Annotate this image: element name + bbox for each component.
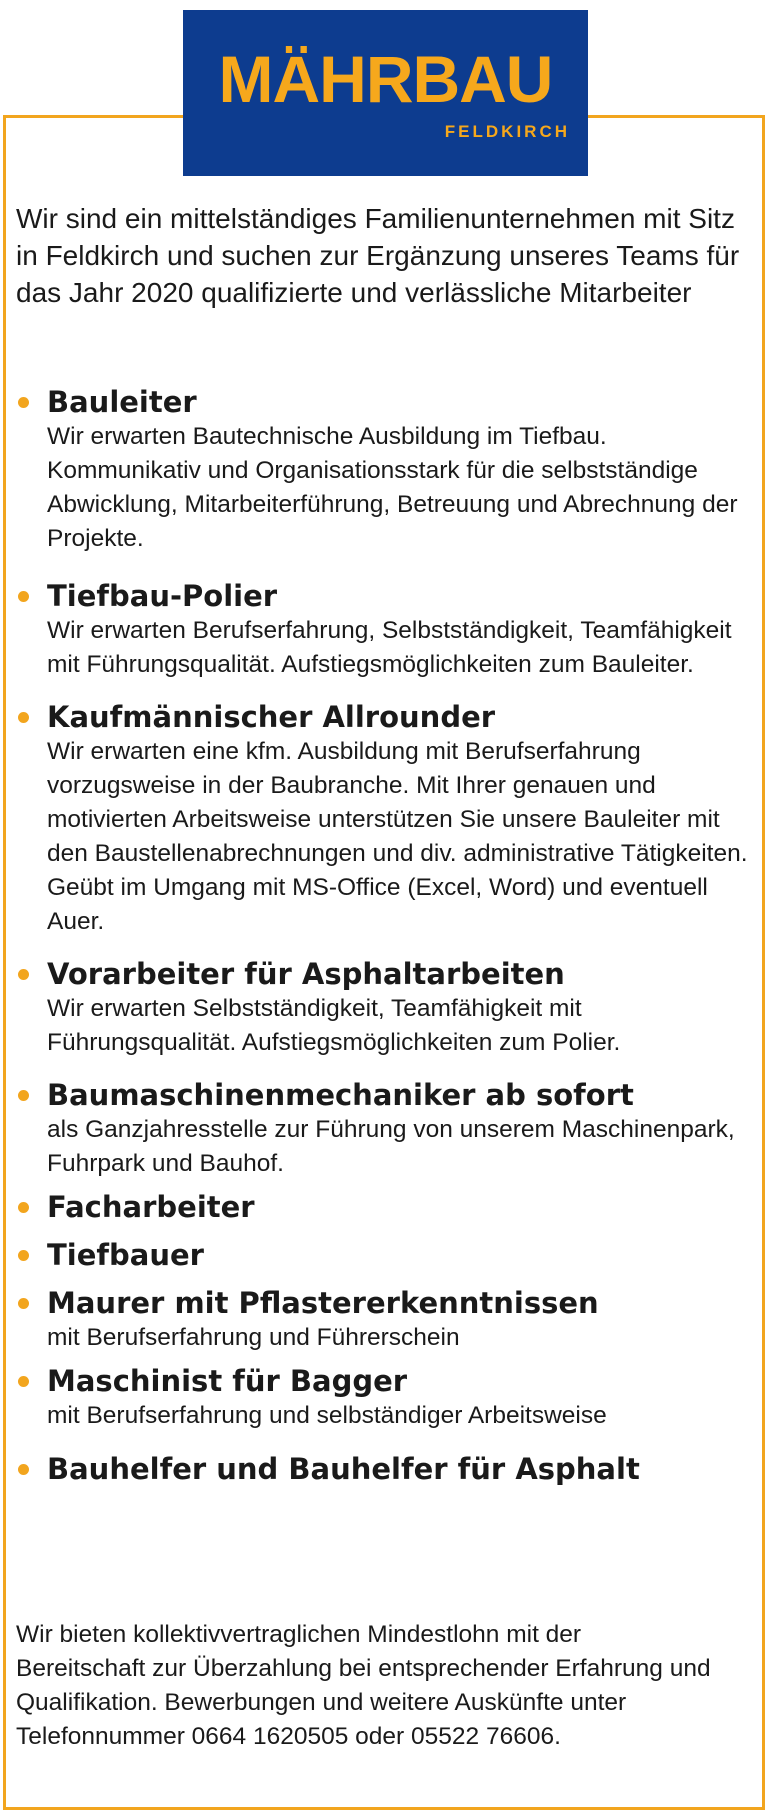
job-title: Maurer mit Pflastererkenntnissen xyxy=(47,1286,599,1320)
bullet-dot-icon xyxy=(18,1202,29,1213)
job-description: Wir erwarten Bautechnische Ausbildung im Tiefbau. Kommunikativ und Organisationsstark für die selbstständige Abwicklung, Mitarbeiterführung, Betreuung und Abrechnung der Projekte. xyxy=(47,423,738,552)
job-description: als Ganzjahresstelle zur Führung von unserem Maschinenpark, Fuhrpark und Bauhof. xyxy=(47,1116,735,1177)
job-title: Bauleiter xyxy=(47,385,197,419)
job-title: Vorarbeiter für Asphaltarbeiten xyxy=(47,957,565,991)
job-description: mit Berufserfahrung und selbständiger Arbeitsweise xyxy=(47,1402,607,1429)
job-title: Baumaschinenmechaniker ab sofort xyxy=(47,1078,634,1112)
job-item xyxy=(16,956,764,1060)
job-item xyxy=(16,1077,764,1181)
job-item xyxy=(16,578,764,682)
bullet-dot-icon xyxy=(18,1250,29,1261)
bullet-dot-icon xyxy=(18,1464,29,1475)
job-item xyxy=(16,1189,764,1225)
job-title: Maschinist für Bagger xyxy=(47,1364,408,1398)
job-description: mit Berufserfahrung und Führerschein xyxy=(47,1324,460,1351)
bullet-dot-icon xyxy=(18,1298,29,1309)
bullet-dot-icon xyxy=(18,969,29,980)
job-item xyxy=(16,699,764,939)
job-description: Wir erwarten eine kfm. Ausbildung mit Berufserfahrung vorzugsweise in der Baubranche. Mit Ihrer genauen und motivierten Arbeitsweise unterstützen Sie unsere Bauleiter mit den Baustellenabrechnungen und div. administrative Tätigkeiten. Geübt im Umgang mit MS-Office (Excel, Word) und eventuell Auer. xyxy=(47,738,748,935)
job-item xyxy=(16,1363,764,1433)
company-logo xyxy=(183,10,588,176)
closing-text: Wir bieten kollektivvertraglichen Mindestlohn mit der Bereitschaft zur Überzahlung bei entsprechender Erfahrung und Qualifikation. Bewerbungen und weitere Auskünfte unter Telefonnummer 0664 1620505 oder 05522 76606. xyxy=(16,1621,711,1750)
job-title: Tiefbau-Polier xyxy=(47,579,278,613)
job-title: Bauhelfer und Bauhelfer für Asphalt xyxy=(47,1452,640,1486)
job-title: Tiefbauer xyxy=(47,1238,204,1272)
bullet-dot-icon xyxy=(18,1376,29,1387)
intro-text: Wir sind ein mittelständiges Familienunternehmen mit Sitz in Feldkirch und suchen zur Ergänzung unseres Teams für das Jahr 2020 qualifizierte und verlässliche Mitarbeiter xyxy=(16,203,740,308)
job-description: Wir erwarten Berufserfahrung, Selbstständigkeit, Teamfähigkeit mit Führungsqualität. Aufstiegsmöglichkeiten zum Bauleiter. xyxy=(47,617,732,678)
bullet-dot-icon xyxy=(18,397,29,408)
job-list xyxy=(16,384,764,1487)
job-title: Facharbeiter xyxy=(47,1190,255,1224)
job-title: Kaufmännischer Allrounder xyxy=(47,700,496,734)
bullet-dot-icon xyxy=(18,591,29,602)
job-item xyxy=(16,384,764,556)
logo-location: FELDKIRCH xyxy=(444,122,570,141)
job-item xyxy=(16,1237,764,1273)
job-description: Wir erwarten Selbstständigkeit, Teamfähigkeit mit Führungsqualität. Aufstiegsmöglichkeiten zum Polier. xyxy=(47,995,621,1056)
job-item xyxy=(16,1451,764,1487)
bullet-dot-icon xyxy=(18,1090,29,1101)
logo-company-name: MÄHRBAU xyxy=(218,42,553,116)
job-item xyxy=(16,1285,764,1355)
bullet-dot-icon xyxy=(18,712,29,723)
